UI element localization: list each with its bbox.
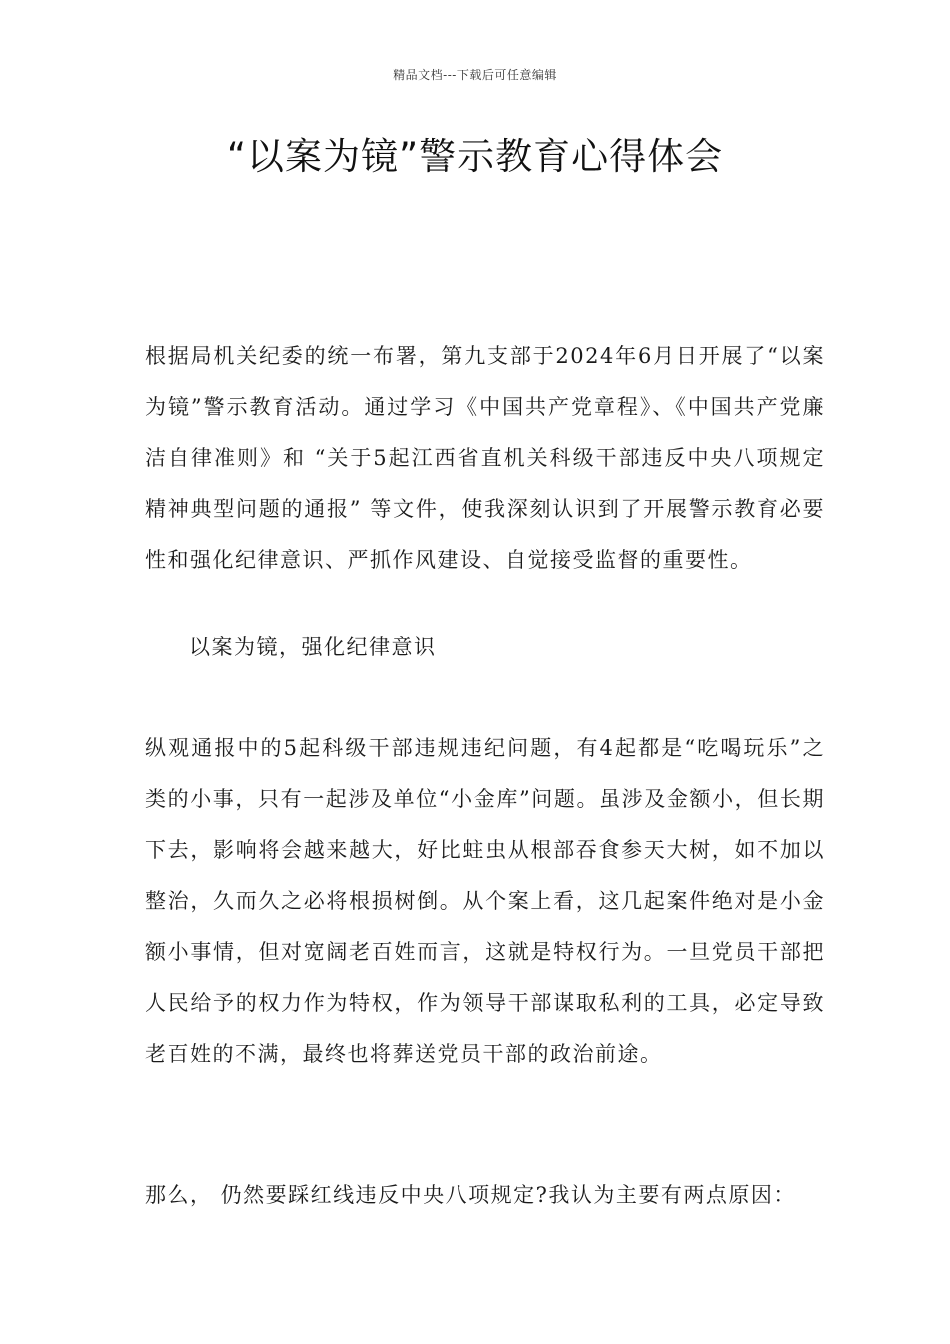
section-heading: 以案为镜，强化纪律意识 xyxy=(189,635,437,659)
document-title: “以案为镜”警示教育心得体会 xyxy=(226,135,724,178)
paragraph-analysis: 纵观通报中的5起科级干部违规违纪问题，有4起都是“吃喝玩乐”之类的小事，只有一起涉及单位“小金库”问题。虽涉及金额小，但长期下去，影响将会越来越大，好比蛀虫从根部吞食参天大树，如不加以整治，久而久之必将根损树倒。从个案上看，这几起案件绝对是小金额小事情，但对宽阔老百姓而言，这就是特权行为。一旦党员干部把人民给予的权力作为特权，作为领导干部谋取私利的工具，必定导致老百姓的不满，最终也将葬送党员干部的政治前途。 xyxy=(145,736,825,1066)
paragraph-intro: 根据局机关纪委的统一布署，第九支部于2024年6月日开展了“以案为镜”警示教育活动。通过学习《中国共产党章程》、《中国共产党廉洁自律准则》和 “关于5起江西省直机关科级干部违反中央八项规定精神典型问题的通报” 等文件，使我深刻认识到了开展警示教育必要性和强化纪律意识、严抓作风建设、自觉接受监督的重要性。 xyxy=(145,344,825,572)
paragraph-question: 那么， 仍然要踩红线违反中央八项规定?我认为主要有两点原因： xyxy=(145,1183,796,1207)
header-note: 精品文档---下载后可任意编辑 xyxy=(393,68,557,82)
